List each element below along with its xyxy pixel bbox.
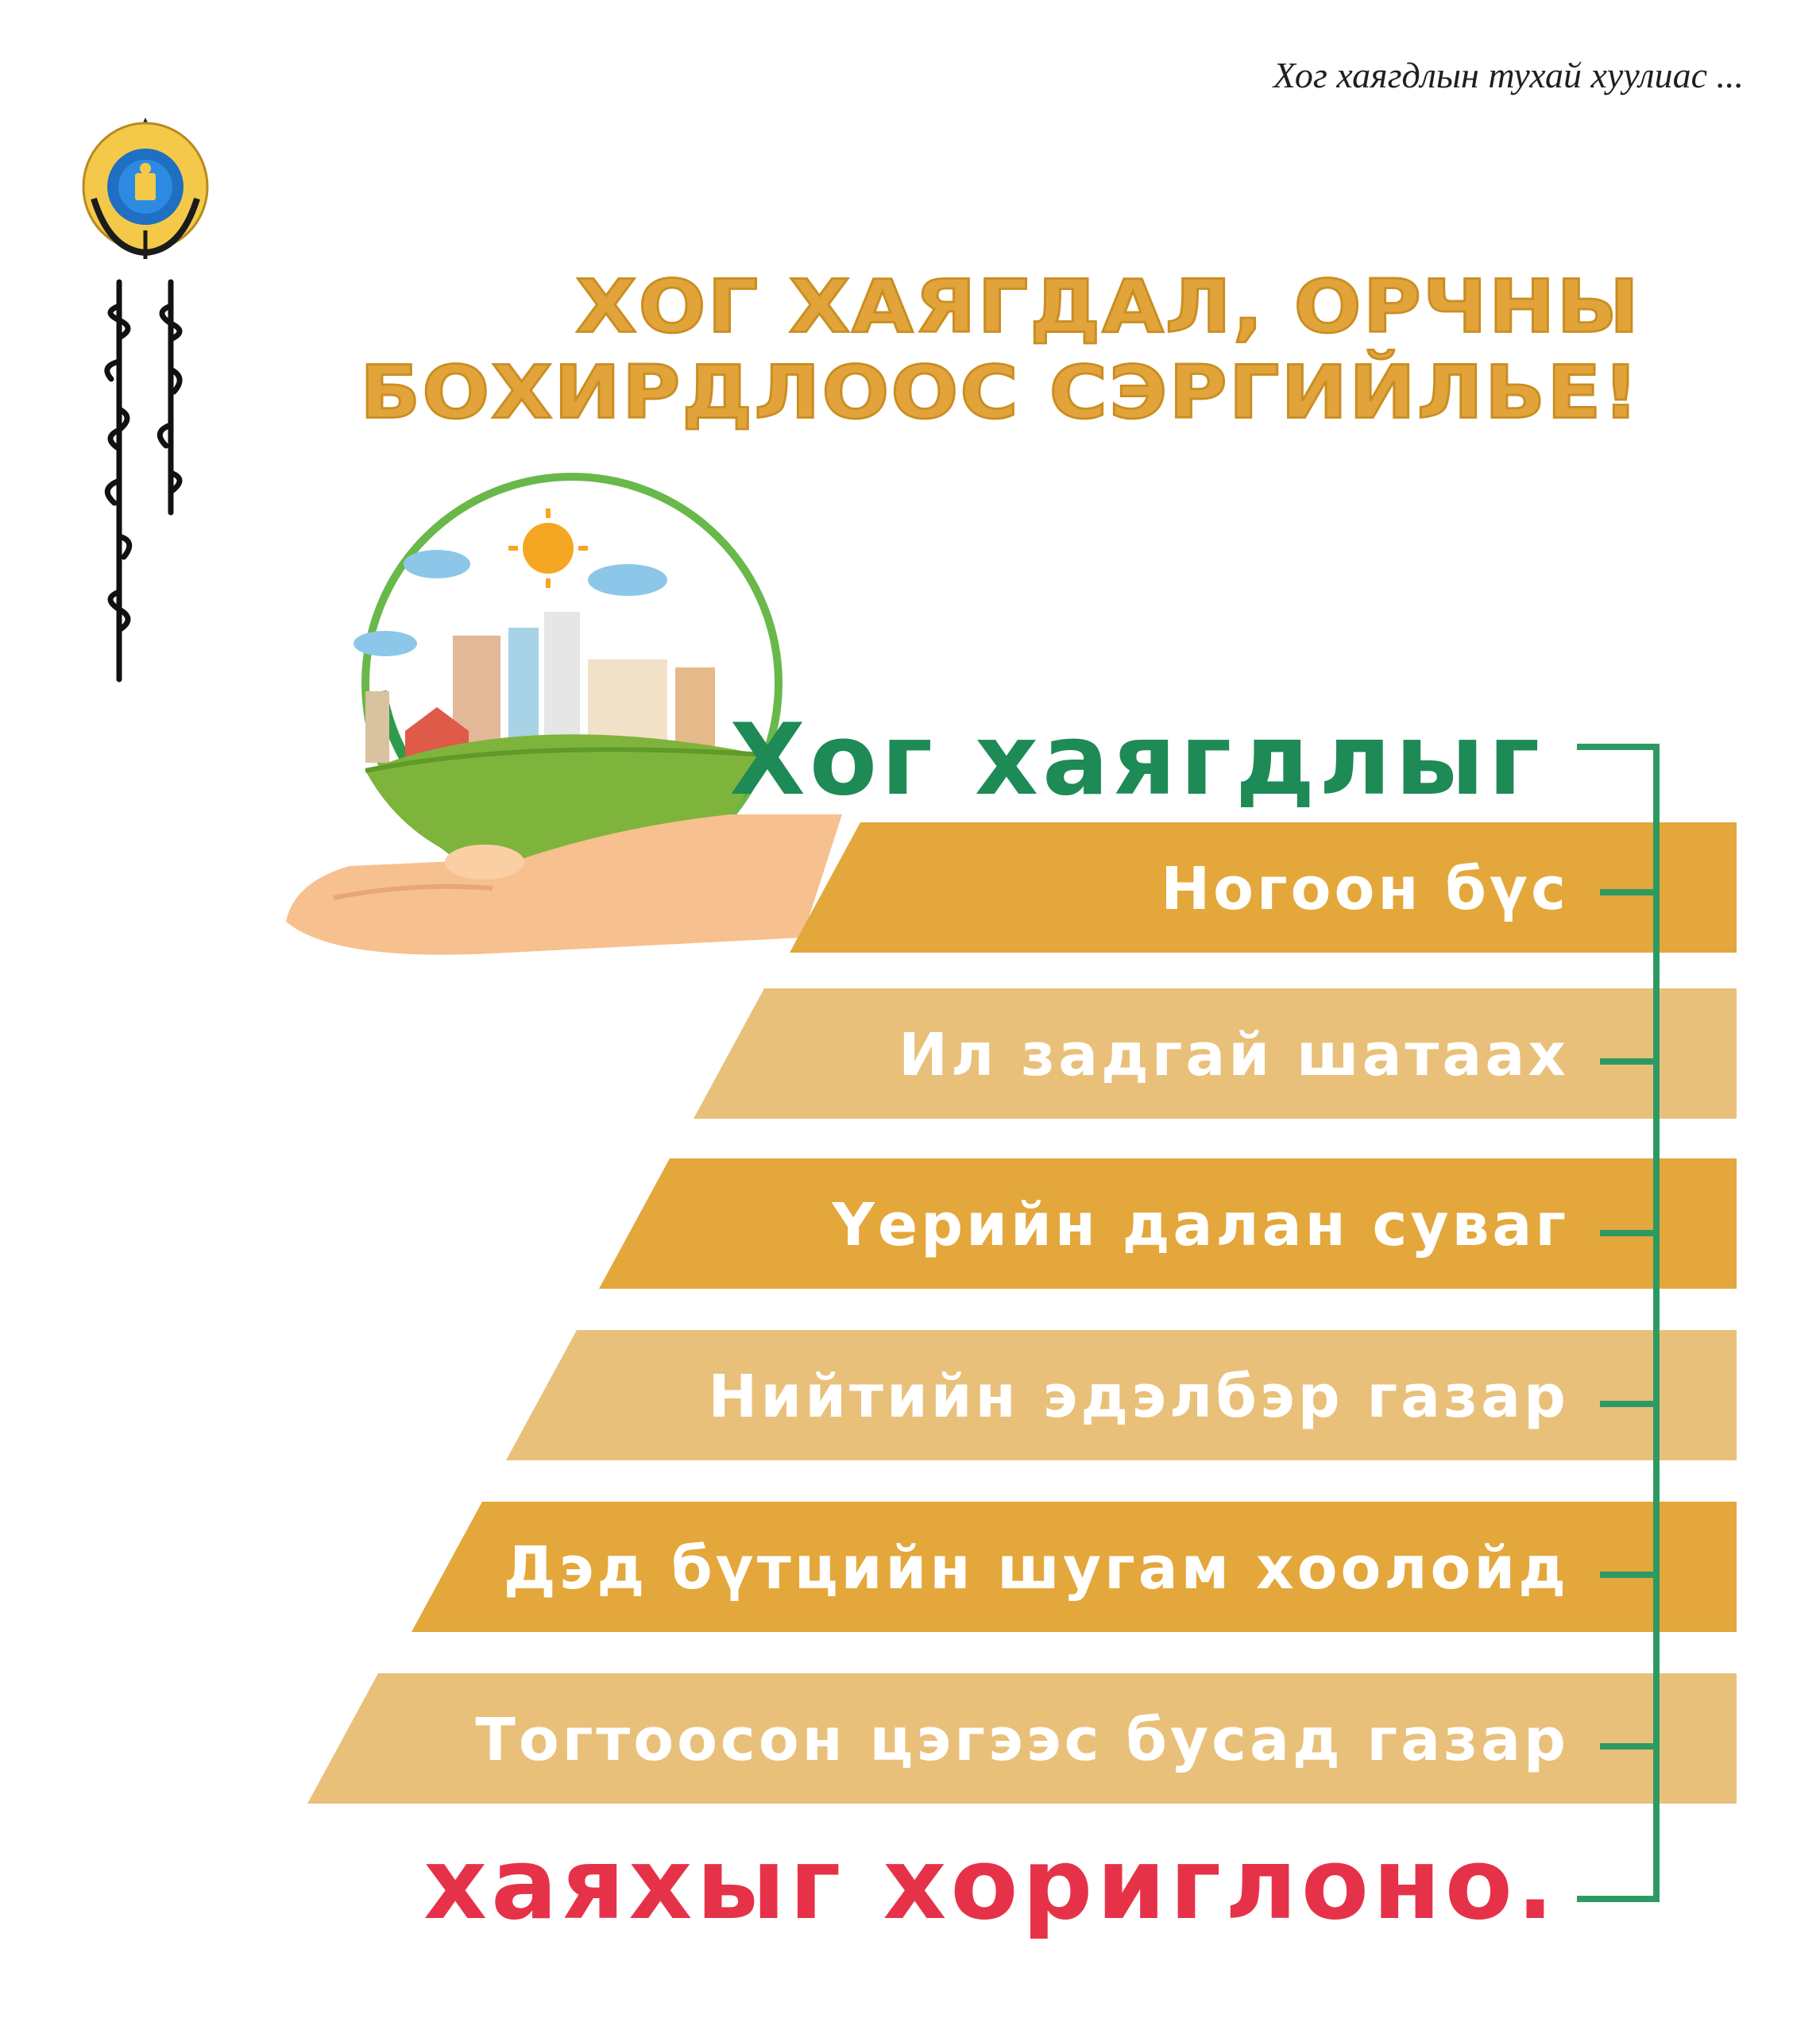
- list-item-1: Ногоон бүс: [1161, 855, 1569, 923]
- final-text: хаяхыг хориглоно.: [423, 1827, 1558, 1942]
- list-item-6: Тогтоосон цэгээс бусад газар: [475, 1706, 1569, 1774]
- slogan-line-1: ХОГ ХАЯГДАЛ, ОРЧНЫ: [575, 263, 1640, 350]
- header-note: Хог хаягдлын тухай хуулиас ...: [1273, 55, 1744, 95]
- slogan-line-2: БОХИРДЛООС СЭРГИЙЛЬЕ!: [359, 349, 1640, 435]
- list-item-5: Дэд бүтцийн шугам хоолойд: [503, 1534, 1569, 1603]
- list-item-2: Ил задгай шатаах: [898, 1021, 1569, 1089]
- list-item-3: Үерийн далан суваг: [832, 1191, 1569, 1259]
- lead-text: Хог хаягдлыг: [729, 703, 1544, 818]
- list-item-4: Нийтийн эдэлбэр газар: [708, 1363, 1569, 1431]
